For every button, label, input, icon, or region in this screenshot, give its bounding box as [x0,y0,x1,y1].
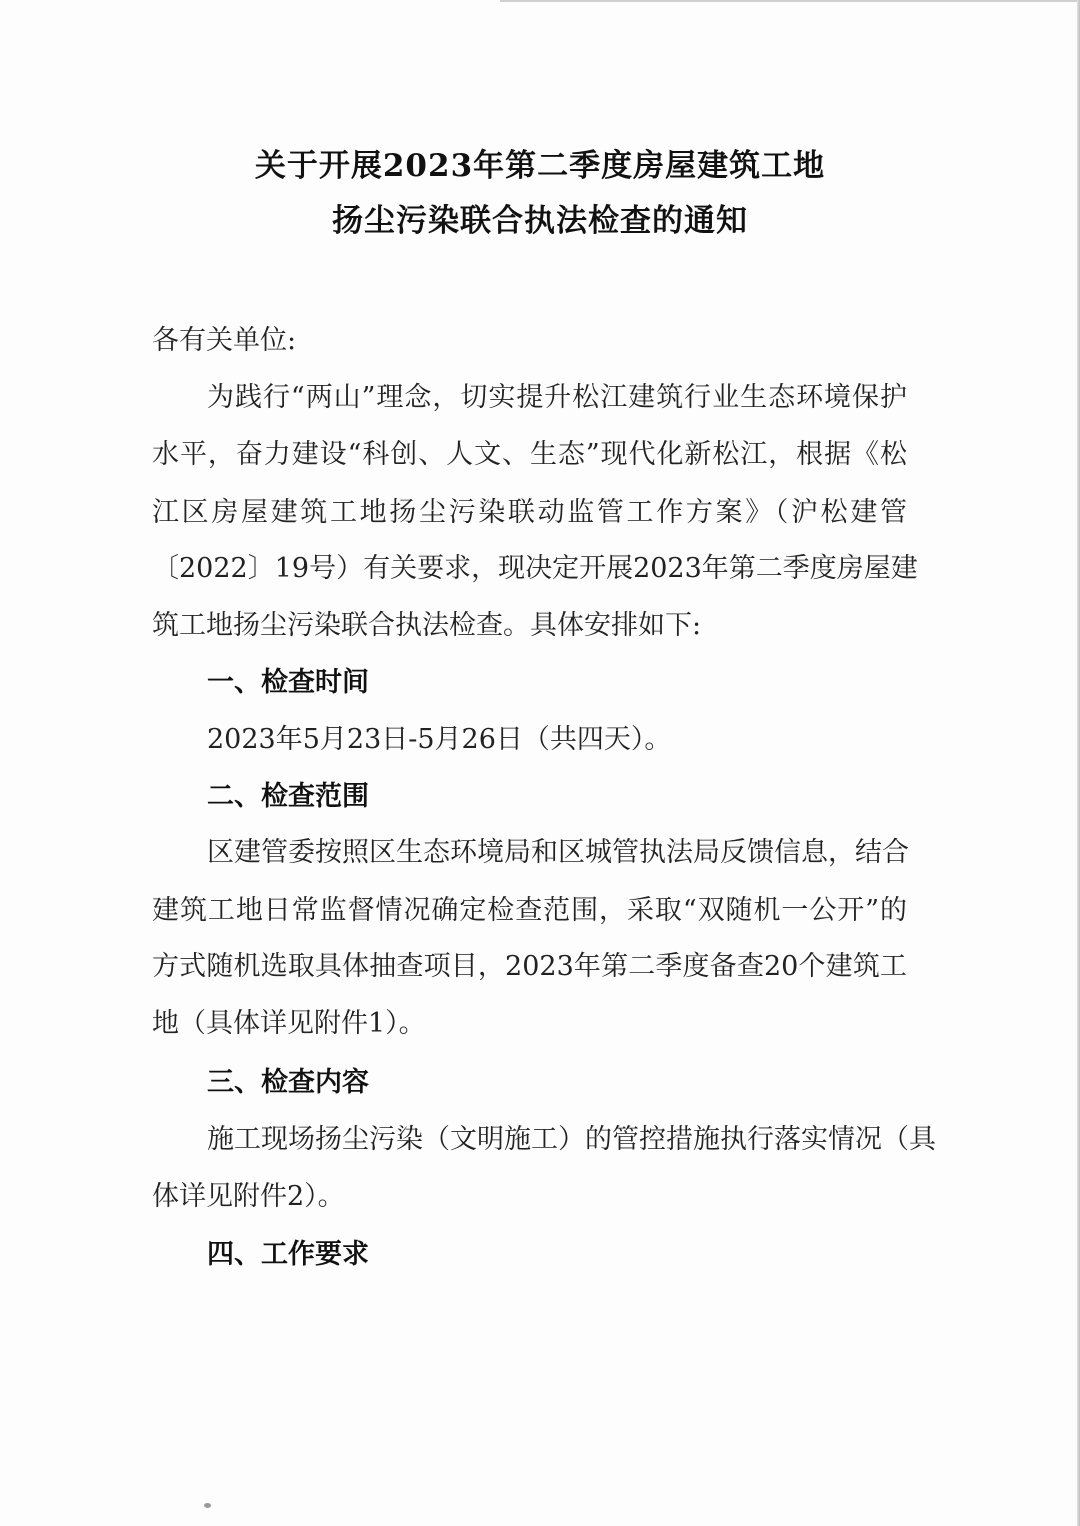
section-heading-1: 一、检查时间 [207,667,369,698]
salutation: 各有关单位: [152,325,297,356]
section-2-line-2: 建筑工地日常监督情况确定检查范围，采取“双随机一公开”的 [152,895,907,926]
intro-line-4: 〔2022〕19号）有关要求，现决定开展2023年第二季度房屋建 [152,553,918,584]
section-3-line-2: 体详见附件2）。 [152,1181,345,1212]
section-2-line-4: 地（具体详见附件1）。 [152,1008,426,1039]
section-2-line-1: 区建管委按照区生态环境局和区城管执法局反馈信息，结合 [207,837,909,868]
intro-line-5: 筑工地扬尘污染联合执法检查。具体安排如下: [152,610,702,641]
document-title-line-1: 关于开展2023年第二季度房屋建筑工地 [254,148,826,184]
intro-line-2: 水平，奋力建设“科创、人文、生态”现代化新松江，根据《松 [152,439,907,470]
section-heading-2: 二、检查范围 [207,781,369,812]
section-1-line-1: 2023年5月23日-5月26日（共四天）。 [207,724,672,755]
section-heading-3: 三、检查内容 [207,1067,369,1098]
intro-line-1: 为践行“两山”理念，切实提升松江建筑行业生态环境保护 [207,382,907,413]
document-title-line-2: 扬尘污染联合执法检查的通知 [332,203,748,239]
intro-line-3: 江区房屋建筑工地扬尘污染联动监管工作方案》（沪松建管 [152,497,907,528]
section-heading-4: 四、工作要求 [207,1239,369,1270]
section-2-line-3: 方式随机选取具体抽查项目，2023年第二季度备查20个建筑工 [152,951,907,982]
section-3-line-1: 施工现场扬尘污染（文明施工）的管控措施执行落实情况（具 [207,1124,936,1155]
scan-edge-top [500,0,1080,2]
scan-speck [204,1503,211,1508]
